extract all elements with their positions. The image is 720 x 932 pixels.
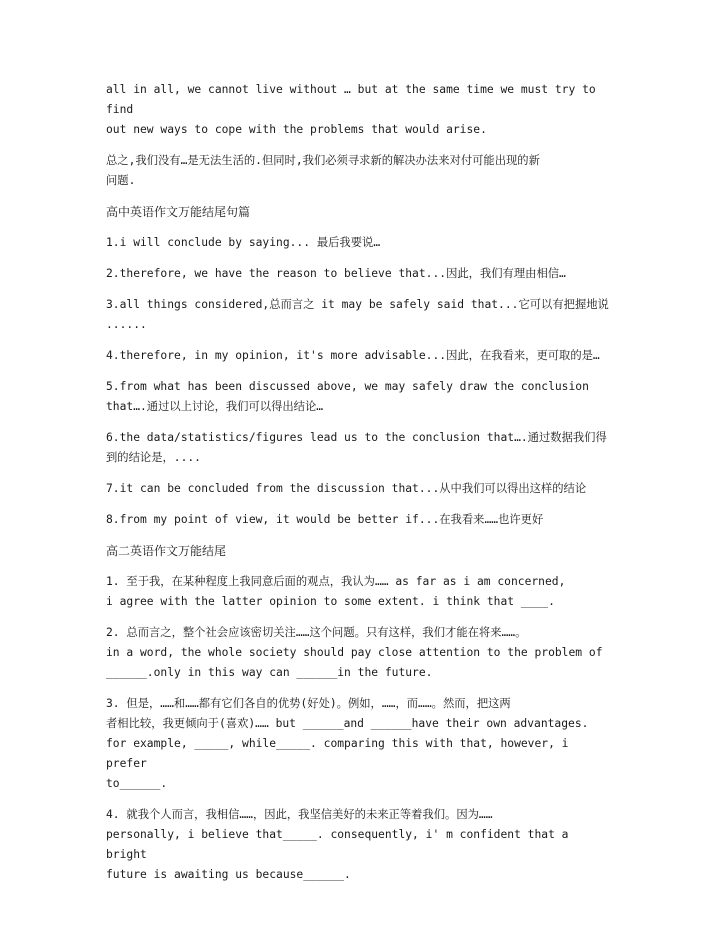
heading-text: 高二英语作文万能结尾: [106, 544, 227, 558]
text-line: ______.only in this way can ______in the future.: [106, 666, 433, 679]
text-line: personally, i believe that_____. consequently, i' m confident that a bright: [106, 828, 569, 861]
text-line: all in all, we cannot live without … but at the same time we must try to find: [106, 83, 596, 116]
document-body: [106, 80, 616, 896]
text-line: 1.i will conclude by saying... 最后我要说…: [106, 236, 381, 249]
text-line: future is awaiting us because______.: [106, 868, 351, 881]
intro-en-paragraph: [106, 80, 616, 140]
section-heading: [106, 541, 616, 561]
list-item: [106, 377, 616, 417]
text-line: 6.the data/statistics/figures lead us to the conclusion that….通过数据我们得: [106, 431, 607, 444]
text-line: 5.from what has been discussed above, we may safely draw the conclusion: [106, 380, 589, 393]
text-line: 8.from my point of view, it would be better if...在我看来……也许更好: [106, 513, 544, 526]
text-line: 3. 但是，……和……都有它们各自的优势(好处)。例如，……，而……。然而，把这两: [106, 697, 511, 710]
list-item: [106, 572, 616, 612]
text-line: 2.therefore, we have the reason to believe that...因此，我们有理由相信…: [106, 267, 566, 280]
list-item: [106, 694, 616, 794]
list-item: [106, 264, 616, 284]
text-line: 者相比较，我更倾向于(喜欢)…… but ______and ______have their own advantages.: [106, 717, 589, 730]
text-line: 到的结论是，....: [106, 451, 201, 464]
list-item: [106, 805, 616, 885]
text-line: i agree with the latter opinion to some extent. i think that ____.: [106, 595, 555, 608]
list-item: [106, 479, 616, 499]
list-item: [106, 428, 616, 468]
intro-zh-paragraph: [106, 151, 616, 191]
text-line: 问题.: [106, 174, 136, 187]
list-item: [106, 233, 616, 253]
list-item: [106, 623, 616, 683]
text-line: out new ways to cope with the problems that would arise.: [106, 123, 487, 136]
text-line: ......: [106, 318, 147, 331]
text-line: to______.: [106, 777, 168, 790]
heading-text: 高中英语作文万能结尾句篇: [106, 205, 251, 219]
list-item: [106, 510, 616, 530]
text-line: in a word, the whole society should pay close attention to the problem of: [106, 646, 603, 659]
section-heading: [106, 202, 616, 222]
text-line: for example, _____, while_____. comparing this with that, however, i prefer: [106, 737, 569, 770]
list-item: [106, 295, 616, 335]
text-line: 4.therefore, in my opinion, it's more advisable...因此，在我看来，更可取的是…: [106, 349, 600, 362]
text-line: 1. 至于我，在某种程度上我同意后面的观点，我认为…… as far as i am concerned,: [106, 575, 566, 588]
text-line: 4. 就我个人而言，我相信……，因此，我坚信美好的未来正等着我们。因为……: [106, 808, 493, 821]
text-line: 总之,我们没有…是无法生活的.但同时,我们必须寻求新的解决办法来对付可能出现的新: [106, 154, 540, 167]
text-line: 2. 总而言之，整个社会应该密切关注……这个问题。只有这样，我们才能在将来……。: [106, 626, 527, 639]
text-line: that….通过以上讨论，我们可以得出结论…: [106, 400, 324, 413]
text-line: 3.all things considered,总而言之 it may be safely said that...它可以有把握地说: [106, 298, 609, 311]
text-line: 7.it can be concluded from the discussion that...从中我们可以得出这样的结论: [106, 482, 587, 495]
list-item: [106, 346, 616, 366]
